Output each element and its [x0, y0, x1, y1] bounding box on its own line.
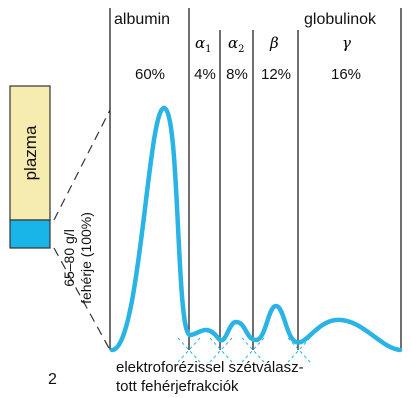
beta-percent: 12%: [260, 66, 292, 83]
gamma-percent: 16%: [330, 66, 362, 83]
dashed-line-top: [54, 110, 110, 220]
albumin-percent: 60%: [134, 66, 166, 83]
globulins-header: globulinok: [304, 11, 377, 28]
plasma-tube: [10, 86, 50, 248]
alpha2-symbol: $\alpha_2$: [228, 34, 245, 55]
figure-number: 2: [48, 371, 57, 388]
protein-label: [61, 212, 94, 304]
protein-concentration: 65–80 g/l: [61, 229, 77, 287]
plasma-tube-cell-band: [10, 220, 50, 248]
alpha1-percent: 4%: [194, 66, 216, 83]
fraction-percentages: [135, 66, 361, 83]
fraction-symbols: [195, 34, 351, 55]
protein-total: fehérje (100%): [78, 212, 94, 304]
beta-symbol: β: [270, 34, 279, 52]
caption-line-1: elektroforézissel szétválasz-: [116, 359, 304, 376]
fraction-dividers: [110, 8, 401, 350]
gamma-symbol: γ: [342, 34, 351, 52]
electrophoresis-curve: [112, 108, 400, 350]
alpha1-symbol: $\alpha_1$: [195, 34, 212, 55]
albumin-header: albumin: [114, 11, 171, 28]
plasma-label: plazma: [21, 125, 40, 181]
alpha2-percent: 8%: [226, 66, 248, 83]
caption-line-2: tott fehérjefrakciók: [116, 378, 239, 395]
